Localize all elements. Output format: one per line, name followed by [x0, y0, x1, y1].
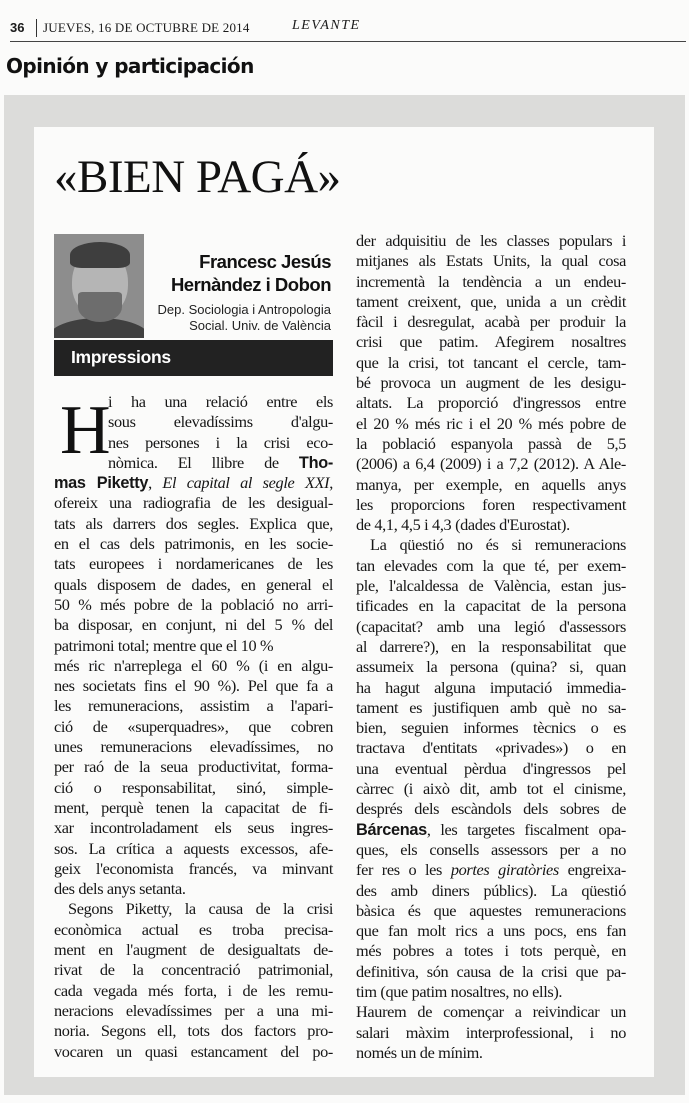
text-line: Haurem de començar a reivindicar un	[356, 1002, 626, 1022]
text-line: després dels escàndols dels sobres de	[356, 799, 626, 819]
text-line: tan elevades com la que té, per exem-	[356, 555, 626, 575]
text-line: tractava d'entitats «privades») o en	[356, 738, 626, 758]
text-line: ha hagut alguna imputació immedia-	[356, 677, 626, 697]
text-line: nes persones i la crisi eco-	[108, 432, 333, 452]
section-title: Opinión y participación	[6, 54, 254, 78]
page-header	[10, 16, 680, 40]
text-line: les remuneracions, assistim a l'apari-	[54, 696, 333, 716]
text-line: només un de mínim.	[356, 1042, 483, 1062]
issue-date: JUEVES, 16 DE OCTUBRE DE 2014	[43, 20, 250, 35]
text-line: més pobres a totes i tots perquè, en	[356, 941, 626, 961]
text-line: des dels anys setanta.	[54, 879, 186, 899]
text-span: nòmica. El llibre de	[108, 452, 279, 472]
text-line: Segons Piketty, la causa de la crisi	[68, 899, 333, 919]
text-line: ofereix una radiografia de les desigual-	[54, 493, 333, 513]
text-line: tats europees i nordamericanes de les	[54, 554, 333, 574]
text-line: mitjanes als Estats Units, la qual cosa	[356, 251, 626, 271]
text-span: Francesc Jesús	[199, 251, 331, 272]
text-line: bàsica és que aquestes remuneracions	[356, 900, 626, 920]
text-line: rivat de la concentració patrimonial,	[54, 960, 333, 980]
text-line: tament creixent, que, unida a un crèdit	[356, 291, 626, 311]
text-line: manya, per exemple, en aquells anys	[356, 474, 626, 494]
text-line: incrementà la tendència a un endeu-	[356, 271, 626, 291]
article-column-1	[54, 392, 333, 1062]
bold-name: Tho-	[298, 453, 333, 472]
text-line: ment en l'augment de desigualtats de-	[54, 940, 333, 960]
text-span: ,	[329, 473, 333, 493]
text-line: al darrere?), en la responsabilitat que	[356, 636, 626, 656]
text-line: geix l'economista francés, va minvant	[54, 858, 333, 878]
text-line: cada vegada més forta, i de les remu-	[54, 980, 333, 1000]
text-span: , les targetes fiscalment opa-	[426, 819, 626, 839]
text-line: les proporcions foren respectivament	[356, 494, 626, 514]
bold-name: mas Piketty	[54, 474, 149, 493]
header-separator	[36, 19, 37, 37]
text-line: unes remuneracions elevadíssimes, no	[54, 737, 333, 757]
text-line: altats. La proporció d'ingressos entre	[356, 393, 626, 413]
italic-title: portes giratòries	[450, 860, 559, 880]
text-line: ció o responsabilitat, sinó, simple-	[54, 777, 333, 797]
author-photo	[54, 234, 144, 338]
text-line: ba disposar, en conjunt, ni del 5 % del	[54, 615, 333, 635]
text-span: ,	[148, 473, 152, 493]
text-line: una eventual pèrdua d'ingressos pel	[356, 758, 626, 778]
text-span: Dep. Sociologia i Antropologia	[157, 302, 331, 317]
page-number: 36	[10, 20, 25, 35]
text-line: bien, seguien informes tècnics o es	[356, 718, 626, 738]
text-line: tament es justifiquen amb què no sa-	[356, 697, 626, 717]
author-box	[54, 234, 333, 346]
article-title: «BIEN PAGÁ»	[54, 151, 341, 203]
text-line: que la crisi, tot tancant el cercle, tam-	[356, 352, 626, 372]
text-line: tim (que patim nosaltres, no ells).	[356, 981, 563, 1001]
italic-title: El capital al segle XXI	[162, 473, 330, 493]
text-line: der adquisitiu de les classes populars i	[356, 231, 626, 250]
text-line	[356, 820, 626, 840]
text-line: per raó de la seua productivitat, forma-	[54, 757, 333, 777]
author-name	[171, 250, 331, 296]
text-line: neracions elevadíssimes per a una mi-	[54, 1000, 333, 1020]
text-line: definitiva, són causa de la crisi que pa-	[356, 961, 626, 981]
text-line: fàcil i desregulat, acabà per produir la	[356, 312, 626, 332]
text-line: ques, els consells assessors per a no	[356, 839, 626, 859]
text-line: ple, l'alcaldessa de València, estan jus-	[356, 576, 626, 596]
text-line: la població espanyola passà de 5,5	[356, 433, 626, 453]
bold-name: Bárcenas	[356, 820, 427, 839]
text-line: el 20 % més ric i el 20 % més pobre de	[356, 413, 626, 433]
text-line: La qüestió no és si remuneracions	[370, 535, 626, 555]
text-line: ment, perquè tenen la capacitat de fi-	[54, 797, 333, 817]
text-line: salari màxim interprofessional, i no	[356, 1022, 626, 1042]
publication-logo: LEVANTE	[292, 18, 361, 33]
text-line: des amb diners públics). La qüestió	[356, 880, 626, 900]
text-line: quals disposem de dades, en general el	[54, 574, 333, 594]
text-line	[356, 860, 626, 880]
author-affiliation	[158, 302, 331, 334]
text-line: sos. La crítica a aquests excessos, afe-	[54, 838, 333, 858]
text-span: Hernàndez i Dobon	[170, 274, 331, 295]
text-line: que fan molt rics a uns pocs, ens fan	[356, 921, 626, 941]
text-line: (2006) a 6,4 (2009) i a 7,2 (2012). A Ale-	[356, 454, 626, 474]
text-line: bé provoca un augment de les desigu-	[356, 373, 626, 393]
column-label: Impressions	[71, 347, 171, 367]
text-line: tificades en la capacitat de la persona	[356, 596, 626, 616]
text-line: crisi que patim. Afegirem nosaltres	[356, 332, 626, 352]
text-line: econòmica actual es troba precisa-	[54, 919, 333, 939]
text-line: tats als darrers dos segles. Explica que,	[54, 513, 333, 533]
text-line: nes societats fins el 90 %). Pel que fa a	[54, 676, 333, 696]
text-line: assumeix la persona (quina? si, quan	[356, 657, 626, 677]
text-line: noria. Segons ell, tots dos factors pro-	[54, 1021, 333, 1041]
article-column-2	[356, 231, 626, 1063]
text-line: més ric n'arreplega el 60 % (i en algu-	[54, 655, 333, 675]
text-line: 50 % més pobre de la població no arri-	[54, 594, 333, 614]
text-line: (capacitat? amb una legió d'assessors	[356, 616, 626, 636]
text-line	[54, 453, 333, 473]
column-label-bar	[54, 340, 333, 376]
text-line: xar incontroladament els seus ingres-	[54, 818, 333, 838]
text-line	[54, 473, 333, 493]
text-line: sous elevadíssims d'algu-	[108, 412, 333, 432]
header-rule	[10, 41, 686, 42]
text-span: fer res o les	[356, 860, 443, 880]
text-line: patrimoni total; mentre que el 10 %	[54, 635, 274, 655]
text-line: vocaren un quasi estancament del po-	[54, 1041, 333, 1061]
text-line: ció de «superquadres», que cobren	[54, 716, 333, 736]
text-line: càrrec (i això dit, amb tot el cinisme,	[356, 779, 626, 799]
text-line: de 4,1, 4,5 i 4,3 (dades d'Eurostat).	[356, 515, 570, 535]
text-span: Social. Univ. de València	[189, 318, 331, 333]
text-span: engreixa-	[567, 860, 626, 880]
drop-cap: H	[60, 392, 111, 469]
text-line: en el cas dels patrimonis, en les socie-	[54, 534, 333, 554]
text-line: i ha una relació entre els	[108, 392, 333, 411]
